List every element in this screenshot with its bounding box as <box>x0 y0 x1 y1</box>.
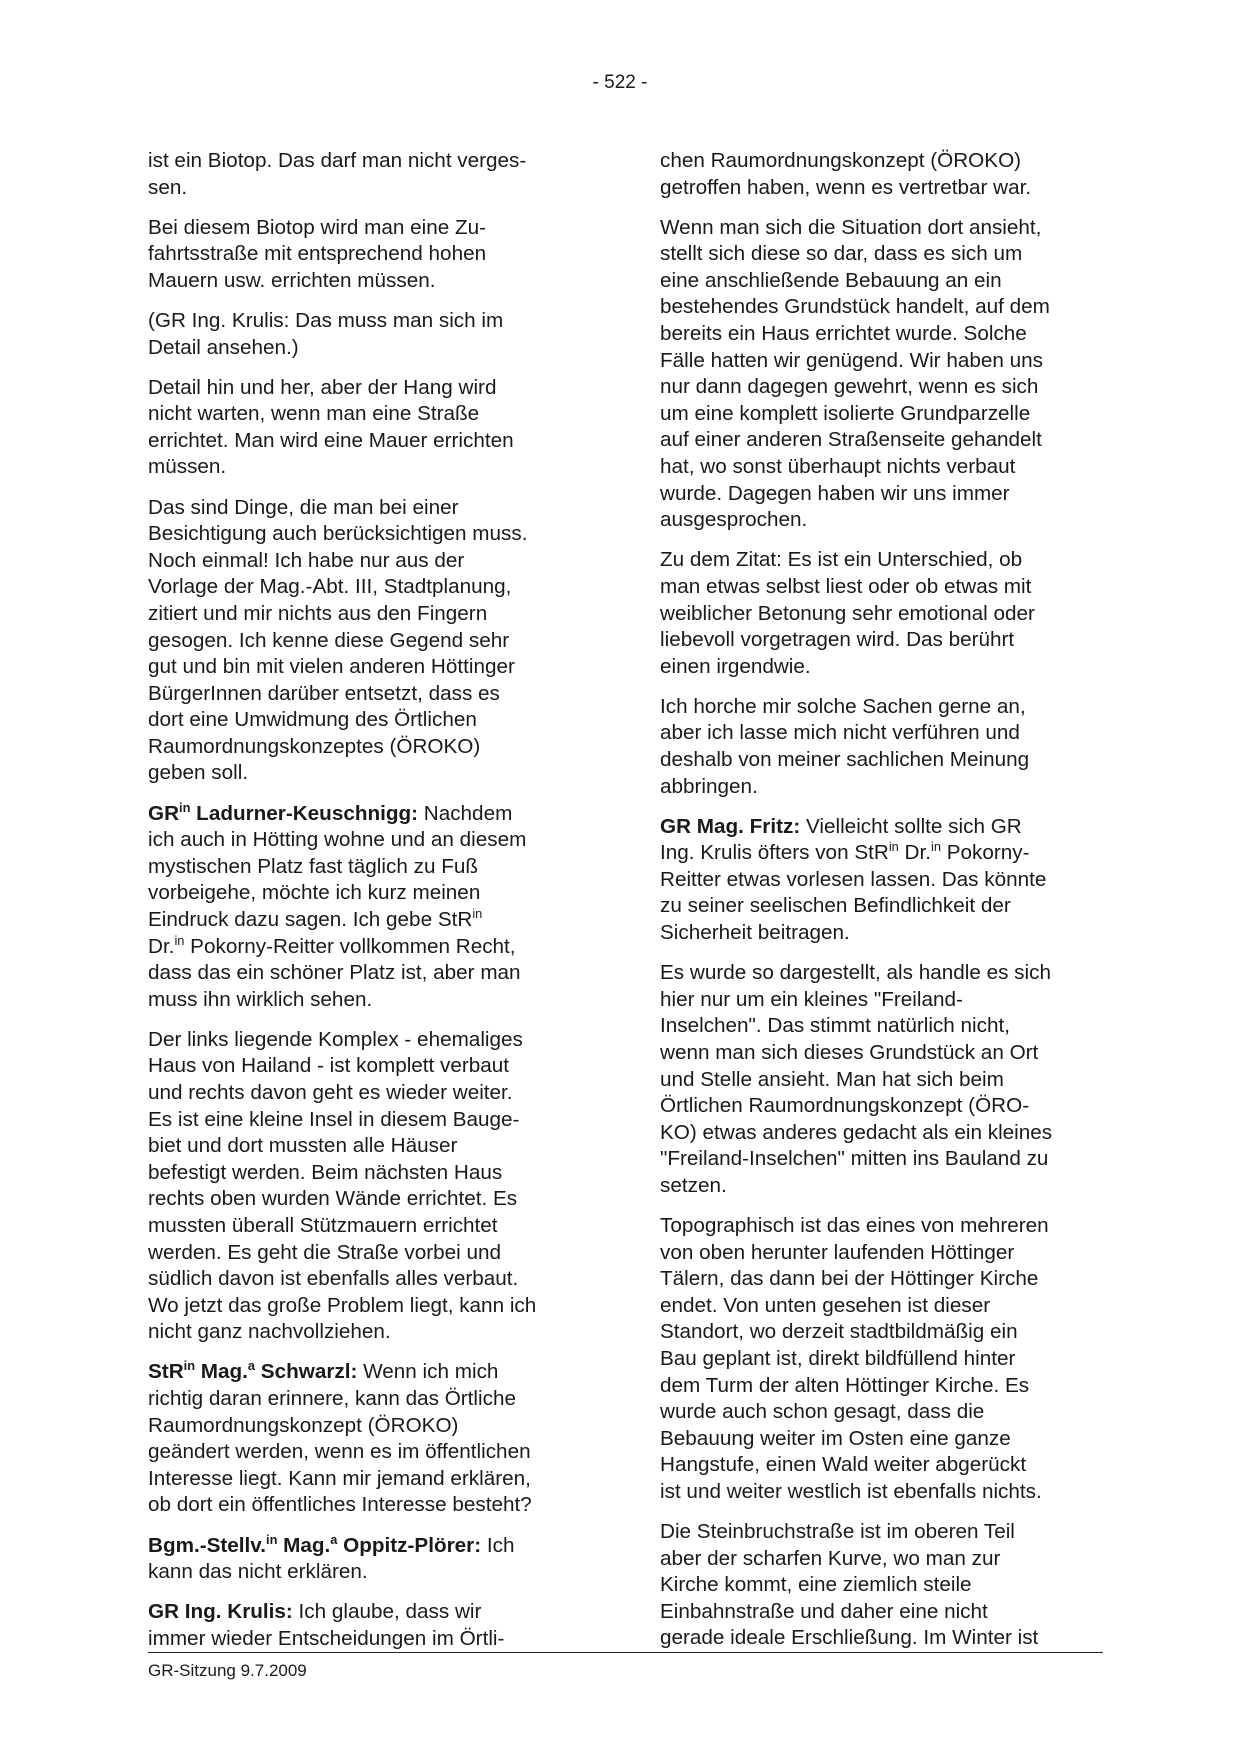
text-line: nur dann dagegen gewehrt, wenn es sich <box>660 375 1039 399</box>
text-line: Fälle hatten wir genügend. Wir haben uns <box>660 348 1043 372</box>
paragraph <box>148 148 590 201</box>
text-line: auf einer anderen Straßenseite gehandelt <box>660 428 1042 452</box>
paragraph <box>660 215 1102 534</box>
paragraph <box>148 215 590 295</box>
text-line: Noch einmal! Ich habe nur aus der <box>148 548 465 572</box>
text-line: Wenn man sich die Situation dort ansieht, <box>660 215 1042 239</box>
paragraph <box>660 547 1102 680</box>
text-line: Topographisch ist das eines von mehreren <box>660 1213 1049 1237</box>
text-line: setzen. <box>660 1173 727 1197</box>
text-line: eine anschließende Bebauung an ein <box>660 268 1002 292</box>
speech-paragraph: StR$^{in}$ Mag.$^a$ Schwarzl: Wenn ich mich richtig daran erinnere, kann das Örtliche Raumordnungskonzept (ÖROKO) geändert werden, wenn es im öffentlichen Interesse liegt. Kann mir jemand erklären, ob dort ein öffentliches Interesse besteht? <box>148 1358 532 1517</box>
text-line: Wo jetzt das große Problem liegt, kann ich <box>148 1293 537 1317</box>
text-line: wurde. Dagegen haben wir uns immer <box>660 481 1010 505</box>
text-line: Der links liegende Komplex - ehemaliges <box>148 1027 523 1051</box>
paragraph <box>660 960 1102 1199</box>
text-line: "Freiland-Inselchen" mitten ins Bauland zu <box>660 1147 1049 1171</box>
text-line: rechts oben wurden Wände errichtet. Es <box>148 1187 518 1211</box>
text-line: man etwas selbst liest oder ob etwas mit <box>660 574 1032 598</box>
text-line: dort eine Umwidmung des Örtlichen <box>148 708 477 732</box>
text-line: zitiert und mir nichts aus den Fingern <box>148 601 488 625</box>
text-line: aber der scharfen Kurve, wo man zur <box>660 1546 1001 1570</box>
text-line: dem Turm der alten Höttinger Kirche. Es <box>660 1373 1030 1397</box>
text-line: KO) etwas anderes gedacht als ein kleines <box>660 1120 1053 1144</box>
paragraph <box>148 308 590 361</box>
text-line: bereits ein Haus errichtet wurde. Solche <box>660 322 1027 346</box>
text-line: Es ist eine kleine Insel in diesem Bauge- <box>148 1107 520 1131</box>
text-line: Bebauung weiter im Osten eine ganze <box>660 1426 1011 1450</box>
paragraph <box>148 1027 590 1346</box>
paragraph <box>660 1519 1102 1652</box>
paragraph <box>148 495 590 788</box>
speech-paragraph: GR Ing. Krulis: Ich glaube, dass wir immer wieder Entscheidungen im Örtli- <box>148 1600 505 1650</box>
text-line: gut und bin mit vielen anderen Höttinger <box>148 655 515 679</box>
text-line: Die Steinbruchstraße ist im oberen Teil <box>660 1520 1015 1543</box>
text-line: hat, wo sonst überhaupt nichts verbaut <box>660 455 1016 479</box>
page-number: - 522 - <box>592 72 648 93</box>
text-line: liebevoll vorgetragen wird. Das berührt <box>660 628 1015 652</box>
text-line: ist und weiter westlich ist ebenfalls nichts. <box>660 1479 1042 1503</box>
paragraph <box>660 148 1102 201</box>
text-line: wurde auch schon gesagt, dass die <box>660 1400 985 1424</box>
text-line: aber ich lasse mich nicht verführen und <box>660 721 1020 745</box>
text-line: Tälern, das dann bei der Höttinger Kirche <box>660 1267 1039 1291</box>
speaker-name: GR Ing. Krulis: <box>148 1600 293 1624</box>
text-line: Ich horche mir solche Sachen gerne an, <box>660 694 1026 718</box>
text-line: BürgerInnen darüber entsetzt, dass es <box>148 681 500 705</box>
text-line: Bau geplant ist, direkt bildfüllend hinter <box>660 1346 1016 1370</box>
text-line: Zu dem Zitat: Es ist ein Unterschied, ob <box>660 548 1023 572</box>
speech-paragraph: Bgm.-Stellv.$^{in}$ Mag.$^a$ Oppitz-Plörer: Ich kann das nicht erklären. <box>148 1531 515 1584</box>
text-line: Detail ansehen.) <box>148 335 299 359</box>
text-line: Besichtigung auch berücksichtigen muss. <box>148 522 528 546</box>
text-line: getroffen haben, wenn es vertretbar war. <box>660 175 1032 199</box>
footer-divider <box>148 1652 1103 1653</box>
text-line: und rechts davon geht es wieder weiter. <box>148 1081 513 1104</box>
text-line: deshalb von meiner sachlichen Meinung <box>660 747 1030 771</box>
text-line: Standort, wo derzeit stadtbildmäßig ein <box>660 1320 1018 1344</box>
text-line: abbringen. <box>660 774 758 798</box>
text-line: endet. Von unten gesehen ist dieser <box>660 1293 991 1317</box>
text-line: ausgesprochen. <box>660 508 808 532</box>
text-line: Mauern usw. errichten müssen. <box>148 268 436 292</box>
text-line: Bei diesem Biotop wird man eine Zu- <box>148 215 487 239</box>
text-line: Haus von Hailand - ist komplett verbaut <box>148 1054 510 1078</box>
text-line: Vorlage der Mag.-Abt. III, Stadtplanung, <box>148 575 512 599</box>
text-line: Detail hin und her, aber der Hang wird <box>148 375 497 399</box>
text-line: Das sind Dinge, die man bei einer <box>148 495 459 519</box>
speech-paragraph: GR Mag. Fritz: Vielleicht sollte sich GR Ing. Krulis öfters von StR$^{in}$ Dr.$^{in}$ Pokorny- Reitter etwas vorlesen lassen. Das könnte zu seiner seelischen Befindlichkeit der Sicherheit beitragen. <box>660 814 1047 945</box>
footer-text: GR-Sitzung 9.7.2009 <box>148 1661 307 1680</box>
text-line: müssen. <box>148 455 227 479</box>
text-line: geben soll. <box>148 761 249 785</box>
text-line: nicht ganz nachvollziehen. <box>148 1320 391 1344</box>
text-line: biet und dort mussten alle Häuser <box>148 1134 458 1158</box>
text-line: weiblicher Betonung sehr emotional oder <box>660 601 1035 625</box>
text-line: ist ein Biotop. Das darf man nicht verges- <box>148 149 527 172</box>
text-line: mussten überall Stützmauern errichtet <box>148 1213 498 1237</box>
text-line: befestigt werden. Beim nächsten Haus <box>148 1160 503 1184</box>
text-line: gerade ideale Erschließung. Im Winter ist <box>660 1626 1039 1650</box>
text-line: nicht warten, wenn man eine Straße <box>148 402 480 426</box>
paragraph <box>660 1213 1102 1506</box>
text-line: stellt sich diese so dar, dass es sich um <box>660 242 1023 266</box>
left-column <box>148 148 590 1666</box>
text-line: und Stelle ansieht. Man hat sich beim <box>660 1067 1004 1091</box>
text-line: Es wurde so dargestellt, als handle es sich <box>660 961 1051 985</box>
text-line: wenn man sich dieses Grundstück an Ort <box>660 1040 1039 1064</box>
text-line: hier nur um ein kleines "Freiland- <box>660 987 963 1011</box>
text-line: Einbahnstraße und daher eine nicht <box>660 1599 988 1623</box>
text-line: Hangstufe, einen Wald weiter abgerückt <box>660 1453 1027 1477</box>
text-line: von oben herunter laufenden Höttinger <box>660 1240 1015 1264</box>
text-line: sen. <box>148 175 188 199</box>
text-line: (GR Ing. Krulis: Das muss man sich im <box>148 308 504 332</box>
text-line: bestehendes Grundstück handelt, auf dem <box>660 295 1050 319</box>
speaker-name: Bgm.-Stellv.$^{in}$ Mag.$^a$ Oppitz-Plörer: <box>148 1531 482 1557</box>
speaker-name: GR Mag. Fritz: <box>660 814 801 838</box>
text-line: um eine komplett isolierte Grundparzelle <box>660 401 1031 425</box>
speaker-name: StR$^{in}$ Mag.$^a$ Schwarzl: <box>148 1358 358 1384</box>
text-line: Kirche kommt, eine ziemlich steile <box>660 1573 972 1597</box>
text-line: chen Raumordnungskonzept (ÖROKO) <box>660 149 1022 172</box>
speaker-name: $GR^{in}$ Ladurner-Keuschnigg: <box>148 799 419 825</box>
paragraph <box>660 694 1102 800</box>
paragraph <box>148 375 590 481</box>
text-line: Inselchen". Das stimmt natürlich nicht, <box>660 1014 1010 1038</box>
speech-paragraph: $GR^{in}$ Ladurner-Keuschnigg: Nachdem ich auch in Hötting wohne und an diesem mystischen Platz fast täglich zu Fuß vorbeigehe, möchte ich kurz meinen Eindruck dazu sagen. Ich gebe StR$^{in}$ Dr.$^{in}$ Pokorny-Reitter vollkommen Recht, dass das ein schöner Platz ist, aber man muss ihn wirklich sehen. <box>148 799 527 1011</box>
text-line: fahrtsstraße mit entsprechend hohen <box>148 242 487 266</box>
text-line: einen irgendwie. <box>660 654 811 678</box>
text-line: südlich davon ist ebenfalls alles verbaut. <box>148 1267 519 1291</box>
right-column <box>660 148 1102 1665</box>
text-line: Örtlichen Raumordnungskonzept (ÖRO- <box>660 1094 1030 1118</box>
text-line: gesogen. Ich kenne diese Gegend sehr <box>148 628 510 652</box>
text-line: Raumordnungskonzeptes (ÖROKO) <box>148 734 481 758</box>
text-line: errichtet. Man wird eine Mauer errichten <box>148 428 514 452</box>
text-line: werden. Es geht die Straße vorbei und <box>148 1240 502 1264</box>
